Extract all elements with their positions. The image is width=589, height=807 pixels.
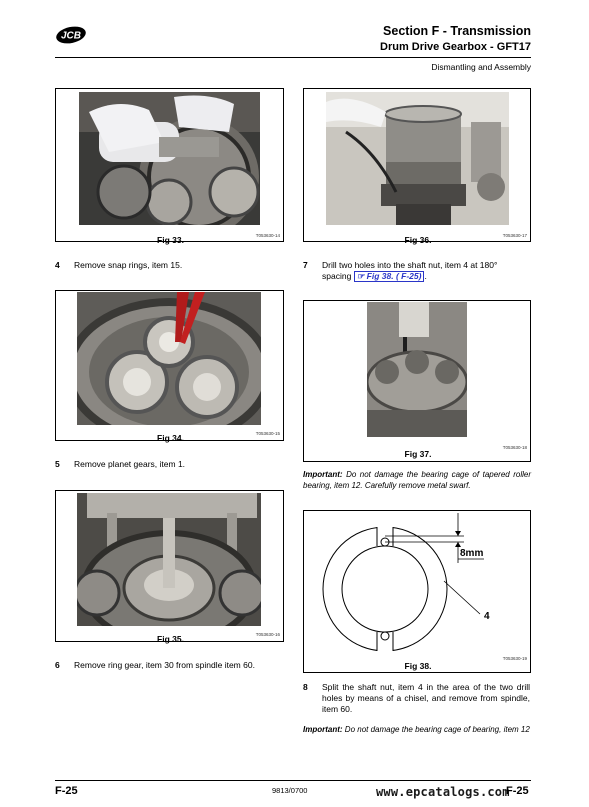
step-8: 8 Split the shaft nut, item 4 in the area of the two drill holes by means of a chisel, and remove from spindle, item 60.: [303, 682, 530, 714]
fig35-photo: [77, 493, 261, 626]
important-note-1: Important: Do not damage the bearing cage of tapered roller bearing, item 12. Carefully remove metal swarf.: [303, 470, 531, 490]
fig38-caption: Fig 38.: [404, 661, 432, 671]
step-7: 7 Drill two holes into the shaft nut, item 4 at 180° spacing ☞ Fig 38. ( F-25) .: [303, 260, 498, 281]
watermark-website: www.epcatalogs.com: [376, 785, 510, 799]
fig37-ref: T053630-18: [502, 445, 527, 450]
figure-33: [55, 88, 284, 245]
fig36-ref: T053630-17: [502, 233, 527, 238]
important-note-2: Important: Do not damage the bearing cage of bearing, item 12: [303, 725, 530, 734]
fig37-caption: Fig 37.: [404, 449, 432, 459]
section-title: Section F - Transmission: [383, 24, 531, 38]
figure-37: [303, 300, 531, 462]
header-divider: [55, 57, 531, 58]
svg-text:4: 4: [484, 611, 490, 622]
footer-page-number-right: F-25: [506, 785, 529, 797]
step-4: 4 Remove snap rings, item 15.: [55, 260, 183, 270]
figure-34: [55, 290, 284, 441]
page-subsection: Dismantling and Assembly: [431, 62, 531, 72]
figure-35: [55, 490, 284, 642]
fig36-caption: Fig 36.: [404, 235, 432, 245]
jcb-logo-icon: [55, 26, 87, 44]
fig38-diagram: [304, 511, 530, 651]
step-6: 6 Remove ring gear, item 30 from spindle item 60.: [55, 660, 255, 670]
footer-doc-code: 9813/0700: [272, 786, 308, 795]
fig33-photo: [79, 92, 260, 225]
step-5: 5 Remove planet gears, item 1.: [55, 459, 186, 469]
figure-36: [303, 88, 531, 245]
fig38-ref: T053630-19: [502, 656, 527, 661]
fig33-ref: T053630-14: [255, 233, 280, 238]
svg-text:JCB: JCB: [60, 30, 82, 42]
fig38-cross-reference-link[interactable]: ☞ Fig 38. ( F-25): [354, 271, 425, 282]
footer-divider: [55, 780, 531, 781]
fig37-photo: [367, 302, 467, 437]
fig34-caption: Fig 34.: [157, 433, 184, 443]
footer-page-number: F-25: [55, 785, 78, 797]
fig33-caption: Fig 33.: [157, 235, 184, 245]
svg-text:8mm: 8mm: [460, 548, 484, 559]
fig35-caption: Fig 35.: [157, 634, 184, 644]
fig36-photo: [326, 92, 509, 225]
fig35-ref: T053630-16: [255, 632, 280, 637]
page-subtitle: Drum Drive Gearbox - GFT17: [380, 41, 531, 53]
fig34-ref: T053630-15: [255, 431, 280, 436]
fig34-photo: [77, 292, 261, 425]
figure-38: [303, 510, 531, 673]
